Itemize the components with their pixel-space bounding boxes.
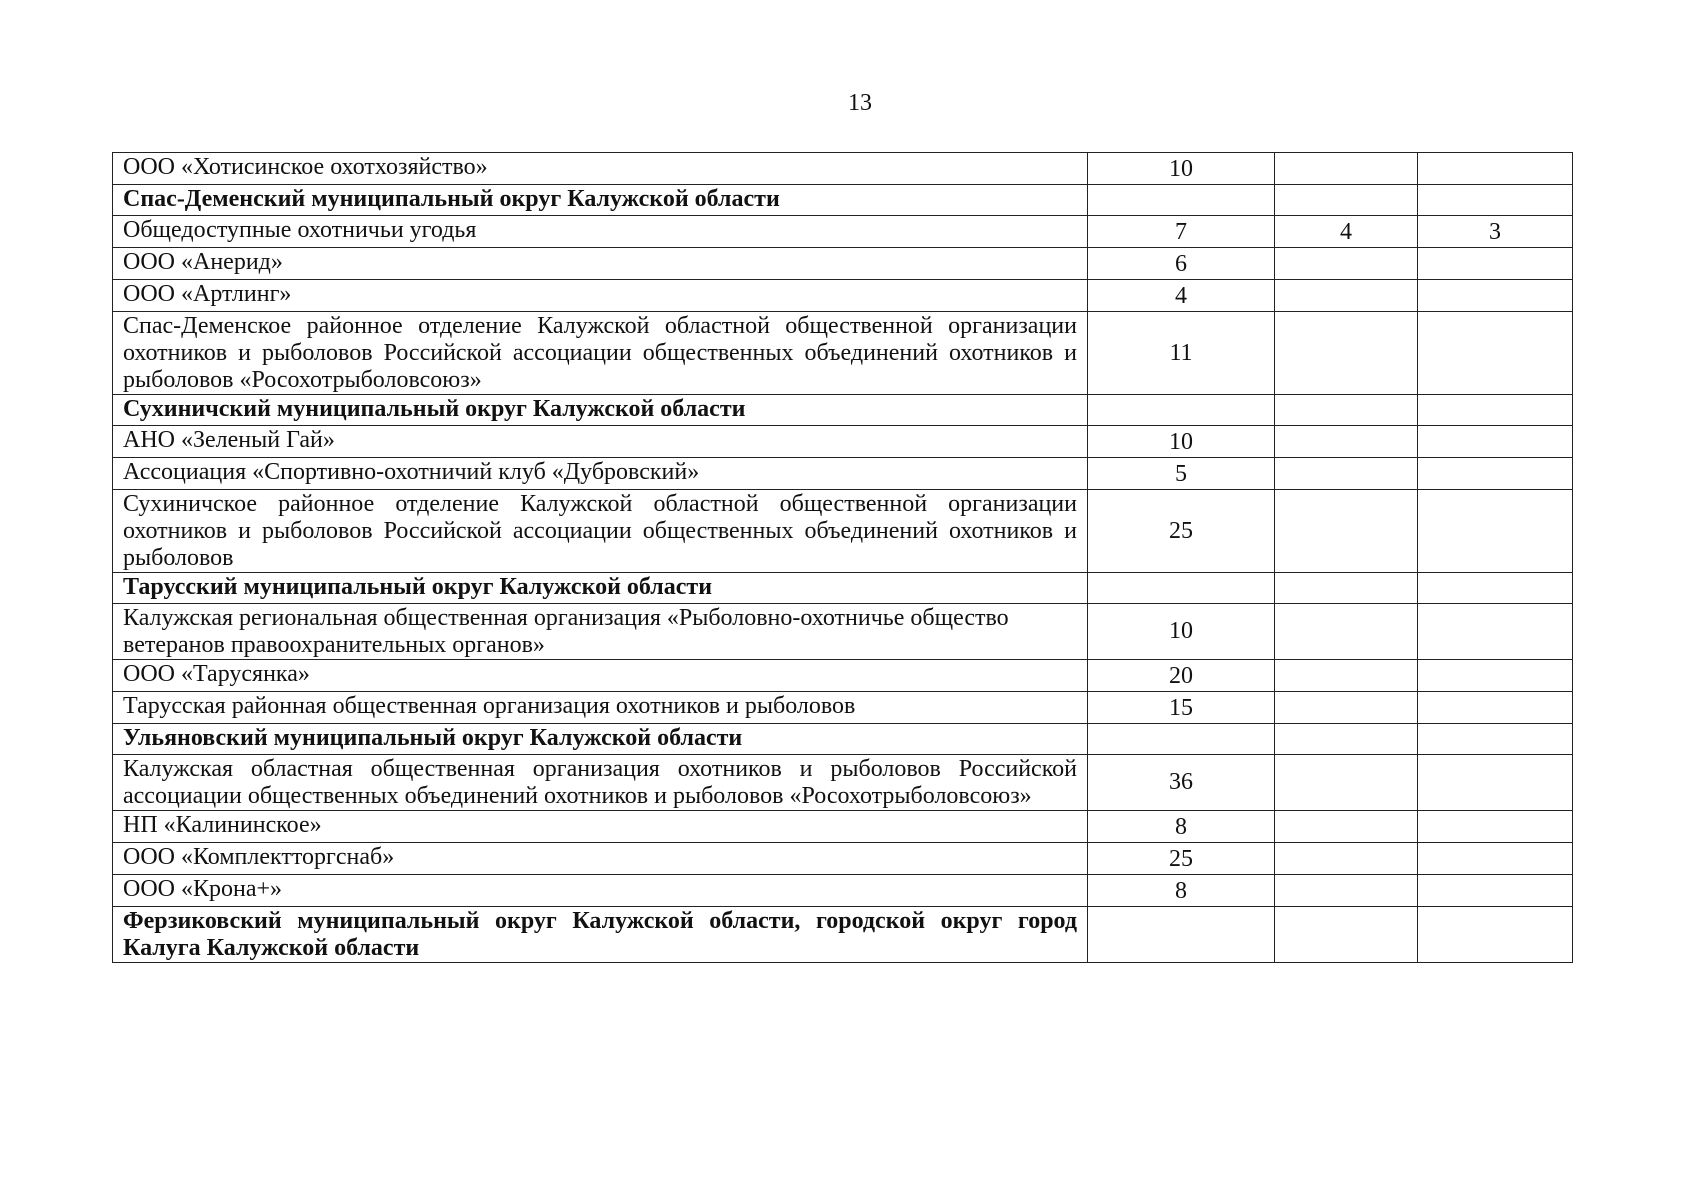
org-name-cell: Калужская областная общественная организация охотников и рыболовов Российской ассоциации общественных объединений охотников и рыболовов «Росохотрыболовсоюз» — [113, 755, 1088, 811]
value-b-cell — [1418, 811, 1573, 843]
total-cell: 10 — [1088, 153, 1275, 185]
total-cell: 6 — [1088, 248, 1275, 280]
total-cell: 7 — [1088, 216, 1275, 248]
table-row — [113, 811, 1573, 843]
value-b-cell — [1418, 153, 1573, 185]
table-row — [113, 312, 1573, 395]
value-b-cell — [1418, 724, 1573, 755]
section-row — [113, 395, 1573, 426]
org-name-cell: ООО «Артлинг» — [113, 280, 1088, 312]
value-b-cell — [1418, 875, 1573, 907]
table-row — [113, 604, 1573, 660]
value-b-cell — [1418, 248, 1573, 280]
value-a-cell — [1275, 843, 1418, 875]
section-row — [113, 907, 1573, 963]
district-heading: Ферзиковский муниципальный округ Калужской области, городской округ город Калуга Калужской области — [113, 907, 1088, 963]
value-b-cell — [1418, 573, 1573, 604]
org-name-cell: Ассоциация «Спортивно-охотничий клуб «Дубровский» — [113, 458, 1088, 490]
value-b-cell — [1418, 692, 1573, 724]
org-name-cell: Общедоступные охотничьи угодья — [113, 216, 1088, 248]
value-b-cell — [1418, 426, 1573, 458]
value-b-cell — [1418, 755, 1573, 811]
total-cell: 8 — [1088, 811, 1275, 843]
total-cell: 20 — [1088, 660, 1275, 692]
total-cell: 10 — [1088, 426, 1275, 458]
org-name-cell: НП «Калининское» — [113, 811, 1088, 843]
value-a-cell — [1275, 490, 1418, 573]
value-a-cell — [1275, 458, 1418, 490]
table-row — [113, 843, 1573, 875]
total-cell: 36 — [1088, 755, 1275, 811]
table-row — [113, 153, 1573, 185]
table-row — [113, 216, 1573, 248]
value-b-cell — [1418, 312, 1573, 395]
table-row — [113, 755, 1573, 811]
section-row — [113, 724, 1573, 755]
table-row — [113, 875, 1573, 907]
total-cell: 5 — [1088, 458, 1275, 490]
value-a-cell — [1275, 153, 1418, 185]
total-cell — [1088, 724, 1275, 755]
org-name-cell: АНО «Зеленый Гай» — [113, 426, 1088, 458]
hunting-quota-table — [112, 152, 1573, 963]
total-cell — [1088, 185, 1275, 216]
org-name-cell: Сухиничское районное отделение Калужской областной общественной организации охотников и рыболовов Российской ассоциации общественных объединений охотников и рыболовов — [113, 490, 1088, 573]
org-name-cell: Калужская региональная общественная организация «Рыболовно-охотничье общество ветеранов правоохранительных органов» — [113, 604, 1088, 660]
value-b-cell: 3 — [1418, 216, 1573, 248]
section-row — [113, 185, 1573, 216]
table-row — [113, 248, 1573, 280]
table-row — [113, 458, 1573, 490]
table-row — [113, 692, 1573, 724]
value-b-cell — [1418, 458, 1573, 490]
value-a-cell — [1275, 280, 1418, 312]
value-b-cell — [1418, 280, 1573, 312]
value-a-cell — [1275, 573, 1418, 604]
table-row — [113, 490, 1573, 573]
district-heading: Сухиничский муниципальный округ Калужской области — [113, 395, 1088, 426]
value-b-cell — [1418, 395, 1573, 426]
value-a-cell — [1275, 660, 1418, 692]
district-heading: Спас-Деменский муниципальный округ Калужской области — [113, 185, 1088, 216]
value-a-cell — [1275, 907, 1418, 963]
table-row — [113, 426, 1573, 458]
total-cell — [1088, 907, 1275, 963]
value-a-cell — [1275, 395, 1418, 426]
table-row — [113, 660, 1573, 692]
total-cell: 15 — [1088, 692, 1275, 724]
value-a-cell — [1275, 692, 1418, 724]
total-cell: 8 — [1088, 875, 1275, 907]
org-name-cell: ООО «Тарусянка» — [113, 660, 1088, 692]
total-cell — [1088, 395, 1275, 426]
value-a-cell — [1275, 875, 1418, 907]
table-row — [113, 280, 1573, 312]
total-cell: 10 — [1088, 604, 1275, 660]
org-name-cell: ООО «Комплектторгснаб» — [113, 843, 1088, 875]
value-a-cell — [1275, 724, 1418, 755]
district-heading: Ульяновский муниципальный округ Калужской области — [113, 724, 1088, 755]
value-a-cell — [1275, 811, 1418, 843]
value-a-cell — [1275, 604, 1418, 660]
org-name-cell: Тарусская районная общественная организация охотников и рыболовов — [113, 692, 1088, 724]
value-b-cell — [1418, 185, 1573, 216]
value-b-cell — [1418, 660, 1573, 692]
district-heading: Тарусский муниципальный округ Калужской области — [113, 573, 1088, 604]
value-a-cell — [1275, 755, 1418, 811]
org-name-cell: Спас-Деменское районное отделение Калужской областной общественной организации охотников и рыболовов Российской ассоциации общественных объединений охотников и рыболовов «Росохотрыболовсоюз» — [113, 312, 1088, 395]
value-b-cell — [1418, 490, 1573, 573]
org-name-cell: ООО «Хотисинское охотхозяйство» — [113, 153, 1088, 185]
value-a-cell — [1275, 248, 1418, 280]
value-a-cell — [1275, 185, 1418, 216]
total-cell: 11 — [1088, 312, 1275, 395]
value-a-cell — [1275, 312, 1418, 395]
value-b-cell — [1418, 907, 1573, 963]
total-cell — [1088, 573, 1275, 604]
value-b-cell — [1418, 604, 1573, 660]
page-number: 13 — [848, 90, 872, 116]
value-a-cell: 4 — [1275, 216, 1418, 248]
org-name-cell: ООО «Анерид» — [113, 248, 1088, 280]
value-b-cell — [1418, 843, 1573, 875]
total-cell: 4 — [1088, 280, 1275, 312]
total-cell: 25 — [1088, 490, 1275, 573]
section-row — [113, 573, 1573, 604]
value-a-cell — [1275, 426, 1418, 458]
org-name-cell: ООО «Крона+» — [113, 875, 1088, 907]
total-cell: 25 — [1088, 843, 1275, 875]
